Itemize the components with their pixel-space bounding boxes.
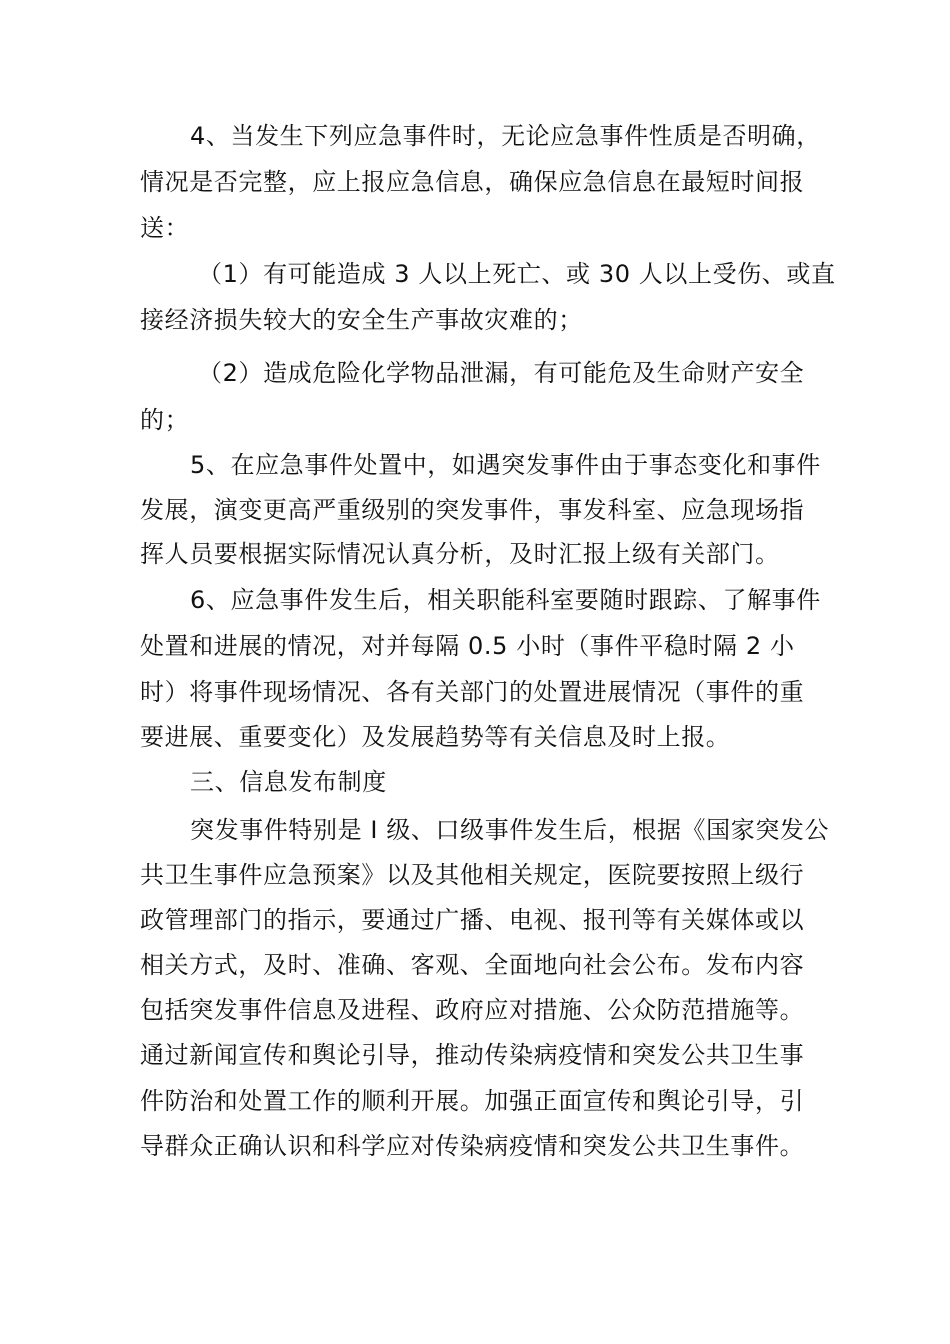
- text-line: 5、在应急事件处置中，如遇突发事件由于事态变化和事件: [190, 451, 821, 479]
- text-line: 突发事件特别是 I 级、口级事件发生后，根据《国家突发公: [190, 816, 830, 844]
- text-line: 发展，演变更高严重级别的突发事件，事发科室、应急现场指: [140, 496, 805, 524]
- text-line: （1）有可能造成 3 人以上死亡、或 30 人以上受伤、或直: [198, 260, 836, 288]
- text-line: 相关方式，及时、准确、客观、全面地向社会公布。发布内容: [140, 951, 805, 979]
- text-line: 送：: [140, 214, 190, 242]
- text-line: 包括突发事件信息及进程、政府应对措施、公众防范措施等。: [140, 996, 805, 1024]
- text-line: 6、应急事件发生后，相关职能科室要随时跟踪、了解事件: [190, 586, 821, 614]
- text-line: 的；: [140, 406, 190, 434]
- text-line: 要进展、重要变化）及发展趋势等有关信息及时上报。: [140, 723, 731, 751]
- text-line: 时）将事件现场情况、各有关部门的处置进展情况（事件的重: [140, 678, 805, 706]
- text-line: 4、当发生下列应急事件时，无论应急事件性质是否明确，: [190, 122, 821, 150]
- text-line: 政管理部门的指示，要通过广播、电视、报刊等有关媒体或以: [140, 906, 805, 934]
- text-line: 通过新闻宣传和舆论引导，推动传染病疫情和突发公共卫生事: [140, 1041, 805, 1069]
- section-heading: 三、信息发布制度: [190, 768, 387, 796]
- text-line: （2）造成危险化学物品泄漏，有可能危及生命财产安全: [198, 359, 805, 387]
- text-line: 挥人员要根据实际情况认真分析，及时汇报上级有关部门。: [140, 540, 780, 568]
- text-line: 处置和进展的情况，对并每隔 0.5 小时（事件平稳时隔 2 小: [140, 632, 795, 660]
- text-line: 接经济损失较大的安全生产事故灾难的；: [140, 306, 583, 334]
- text-line: 情况是否完整，应上报应急信息，确保应急信息在最短时间报: [140, 168, 805, 196]
- text-line: 共卫生事件应急预案》以及其他相关规定，医院要按照上级行: [140, 861, 805, 889]
- text-line: 导群众正确认识和科学应对传染病疫情和突发公共卫生事件。: [140, 1132, 805, 1160]
- text-line: 件防治和处置工作的顺利开展。加强正面宣传和舆论引导，引: [140, 1087, 805, 1115]
